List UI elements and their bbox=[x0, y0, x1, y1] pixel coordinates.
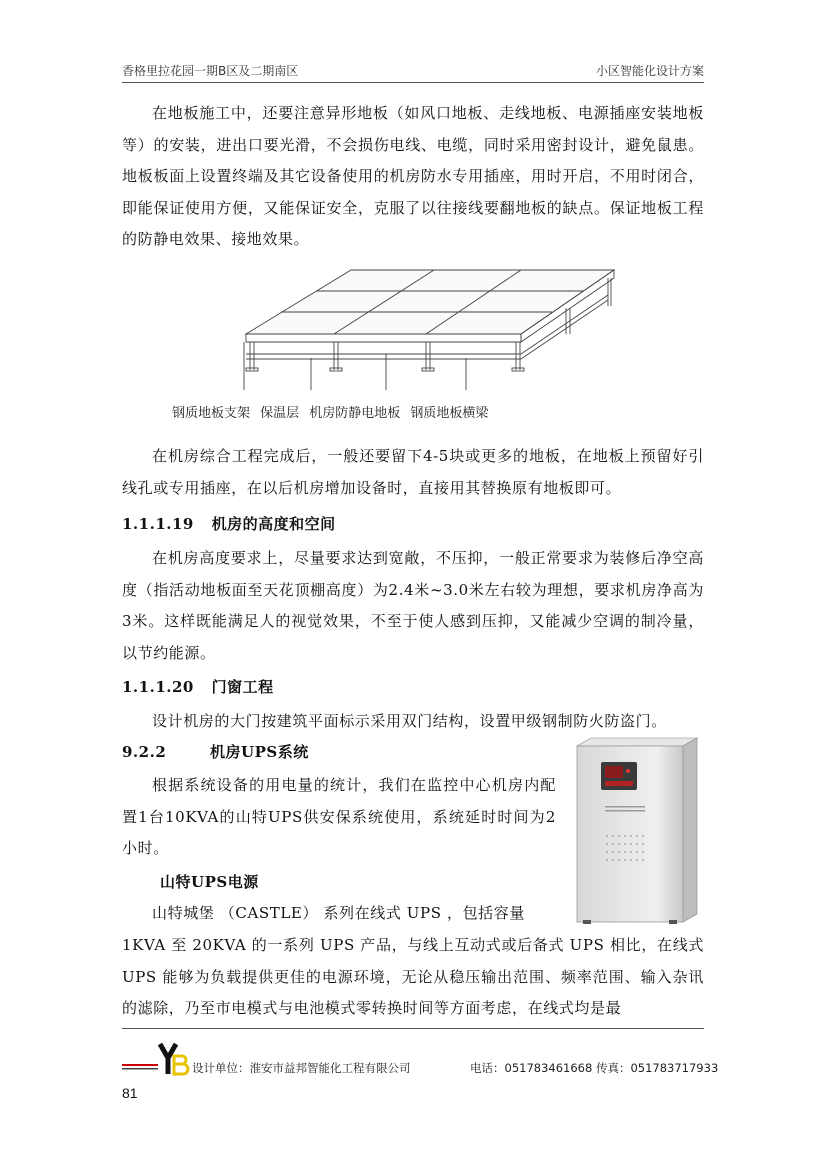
ups-cabinet-image bbox=[565, 736, 701, 926]
header-project-title: 香格里拉花园一期B区及二期南区 bbox=[122, 64, 299, 78]
page-number: 81 bbox=[122, 1085, 138, 1101]
paragraph-spare-tiles: 在机房综合工程完成后，一般还要留下4-5块或更多的地板，在地板上预留好引线孔或专用插座，在以后机房增加设备时，直接用其替换原有地板即可。 bbox=[122, 447, 704, 497]
heading-text: 机房的高度和空间 bbox=[211, 515, 336, 533]
footer-rule bbox=[122, 1028, 704, 1029]
footer-company: 设计单位：淮安市益邦智能化工程有限公司 bbox=[192, 1061, 411, 1075]
heading-number: 1.1.1.19 bbox=[122, 515, 194, 533]
header-rule bbox=[122, 82, 704, 83]
paragraph-castle-series-a: 山特城堡 （CASTLE） 系列在线式 UPS ，包括容量 bbox=[152, 904, 525, 922]
paragraph-room-height: 在机房高度要求上，尽量要求达到宽敞，不压抑，一般正常要求为装修后净空高度（指活动地板面至天花顶棚高度）为2.4米~3.0米左右较为理想，要求机房净高为3米。这样既能满足人的视觉效果，不至于使人感到压抑，又能减少空调的制冷量，以节约能源。 bbox=[122, 549, 704, 662]
heading-number: 9.2.2 bbox=[122, 743, 167, 761]
heading-santak-ups: 山特UPS电源 bbox=[160, 873, 259, 891]
header-doc-title: 小区智能化设计方案 bbox=[595, 64, 704, 78]
paragraph-doors: 设计机房的大门按建筑平面标示采用双门结构，设置甲级钢制防火防盗门。 bbox=[152, 712, 667, 730]
raised-floor-diagram bbox=[236, 262, 616, 394]
paragraph-castle-series-b: 1KVA 至 20KVA 的一系列 UPS 产品，与线上互动式或后备式 UPS 相比，在线式 UPS 能够为负载提供更佳的电源环境，无论从稳压输出范围、频率范围、输入杂讯的滤除，乃至市电模式与电池模式零转换时间等方面考虑，在线式均是最 bbox=[122, 936, 704, 1017]
company-logo bbox=[122, 1042, 192, 1076]
heading-text: 门窗工程 bbox=[211, 678, 274, 696]
heading-ups-system bbox=[122, 741, 309, 762]
figure-caption: 钢质地板支架 保温层 机房防静电地板 钢质地板横梁 bbox=[172, 406, 489, 421]
paragraph-floor-install: 在地板施工中，还要注意异形地板（如风口地板、走线地板、电源插座安装地板等）的安装，进出口要光滑，不会损伤电线、电缆，同时采用密封设计，避免鼠患。地板板面上设置终端及其它设备使用的机房防水专用插座，用时开启，不用时闭合，即能保证使用方便，又能保证安全，克服了以往接线要翻地板的缺点。保证地板工程的防静电效果、接地效果。 bbox=[122, 104, 704, 248]
heading-room-height bbox=[122, 513, 336, 534]
heading-text: 机房UPS系统 bbox=[210, 743, 309, 761]
heading-number: 1.1.1.20 bbox=[122, 678, 194, 696]
paragraph-ups-config: 根据系统设备的用电量的统计，我们在监控中心机房内配置1台10KVA的山特UPS供安保系统使用，系统延时时间为2 小时。 bbox=[122, 776, 556, 857]
footer-phone: 电话：051783461668 传真：051783717933 bbox=[470, 1061, 719, 1075]
heading-doors-windows bbox=[122, 676, 274, 697]
